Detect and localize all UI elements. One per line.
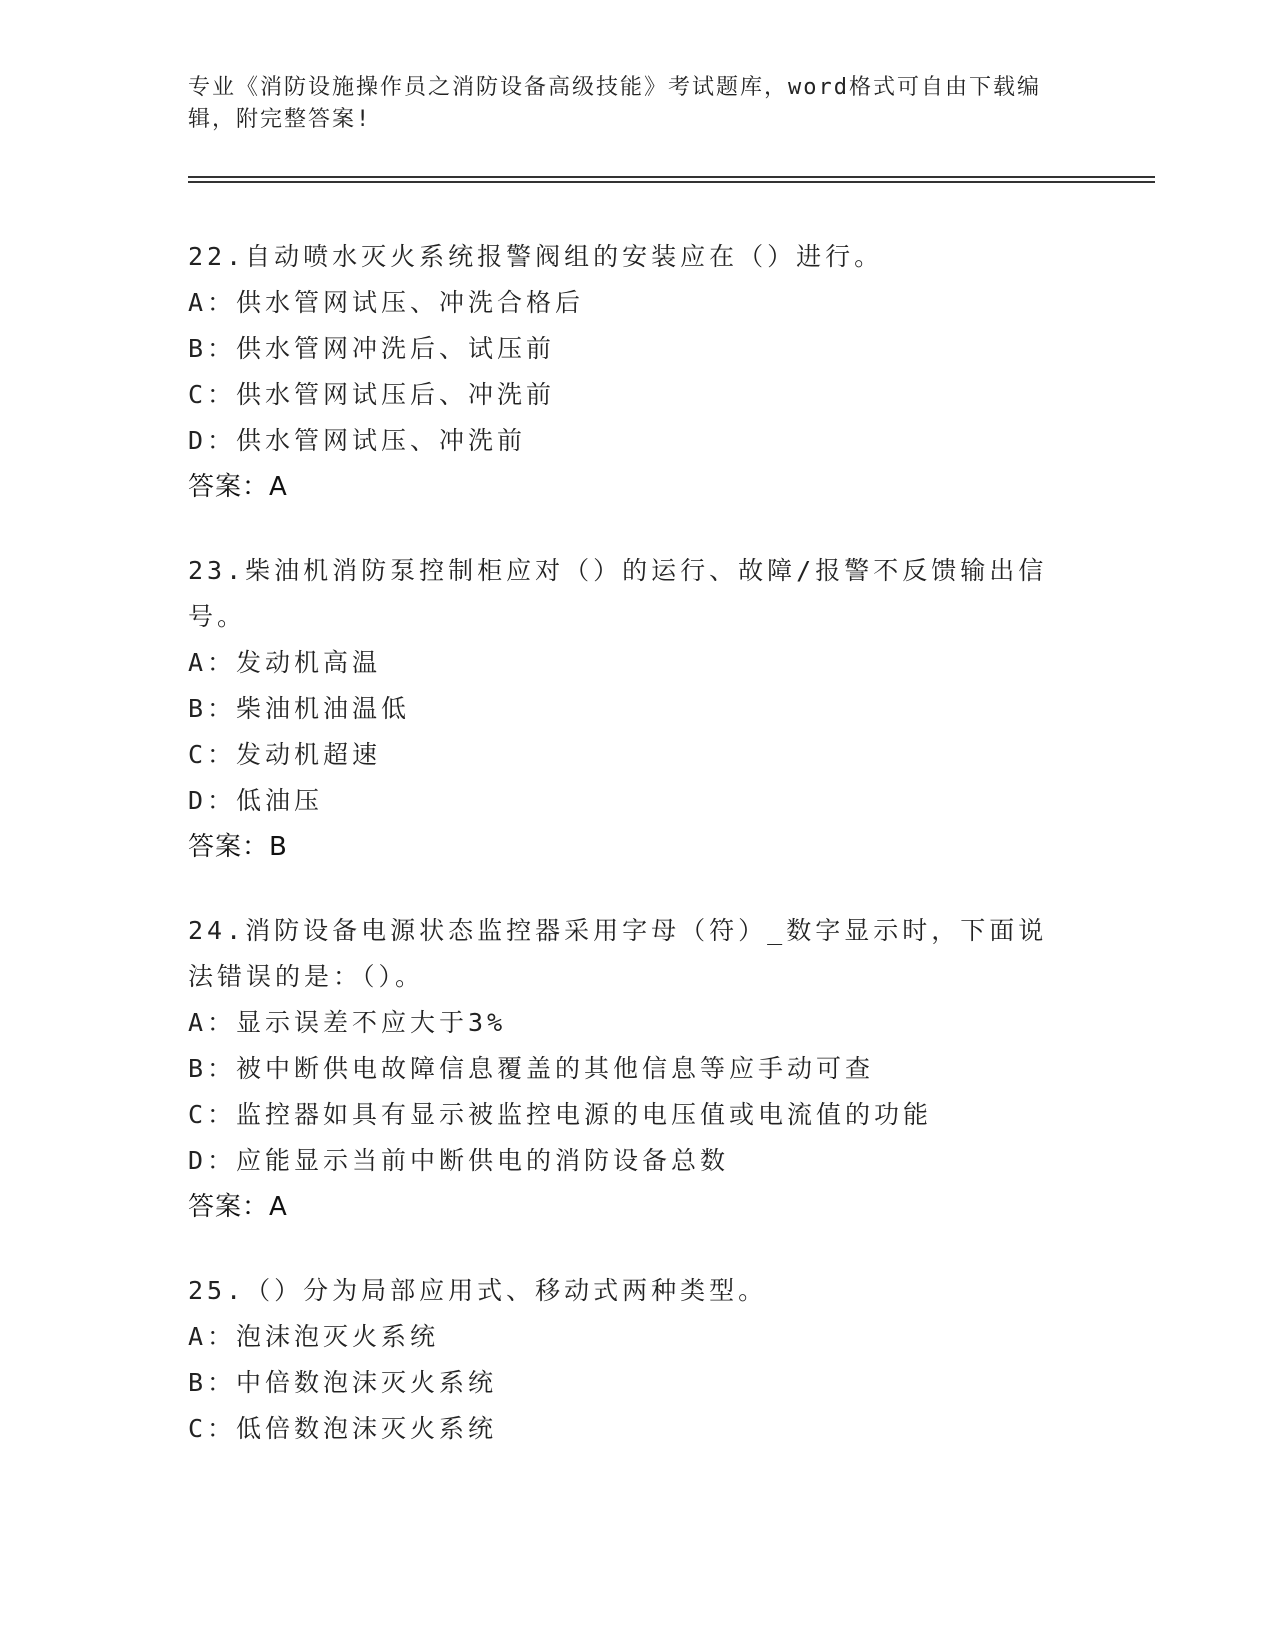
question-25 [188,1268,1088,1452]
option-b: B：供水管网冲洗后、试压前 [188,334,556,363]
question-22 [188,234,1088,510]
option-c: C：发动机超速 [188,740,382,769]
option-d: D：应能显示当前中断供电的消防设备总数 [188,1146,730,1175]
answer-label: 答案：A [188,472,288,502]
option-a: A：泡沫泡灭火系统 [188,1322,440,1351]
question-23 [188,548,1088,870]
question-stem: 22.自动喷水灭火系统报警阀组的安装应在（）进行。 [188,242,884,271]
question-24 [188,908,1088,1230]
option-b: B：中倍数泡沫灭火系统 [188,1368,498,1397]
question-stem: 25.（）分为局部应用式、移动式两种类型。 [188,1276,768,1305]
header-rule-bottom [188,181,1155,183]
option-d: D：供水管网试压、冲洗前 [188,426,527,455]
answer-label: 答案：A [188,1192,288,1222]
option-b: B：被中断供电故障信息覆盖的其他信息等应手动可查 [188,1054,875,1083]
option-c: C：供水管网试压后、冲洗前 [188,380,556,409]
header-rule-top [188,176,1155,178]
answer-label: 答案：B [188,832,288,862]
option-c: C：低倍数泡沫灭火系统 [188,1414,498,1443]
option-b: B：柴油机油温低 [188,694,411,723]
option-a: A：显示误差不应大于3% [188,1008,507,1037]
question-list [188,234,1088,1490]
option-a: A：发动机高温 [188,648,382,677]
document-header: 专业《消防设施操作员之消防设备高级技能》考试题库，word格式可自由下载编辑，附完整答案! [188,75,1041,132]
option-a: A：供水管网试压、冲洗合格后 [188,288,585,317]
question-stem: 23.柴油机消防泵控制柜应对（）的运行、故障/报警不反馈输出信号。 [188,556,1048,631]
question-stem: 24.消防设备电源状态监控器采用字母（符）_数字显示时，下面说法错误的是：（）。 [188,916,1048,991]
option-c: C：监控器如具有显示被监控电源的电压值或电流值的功能 [188,1100,933,1129]
option-d: D：低油压 [188,786,324,815]
